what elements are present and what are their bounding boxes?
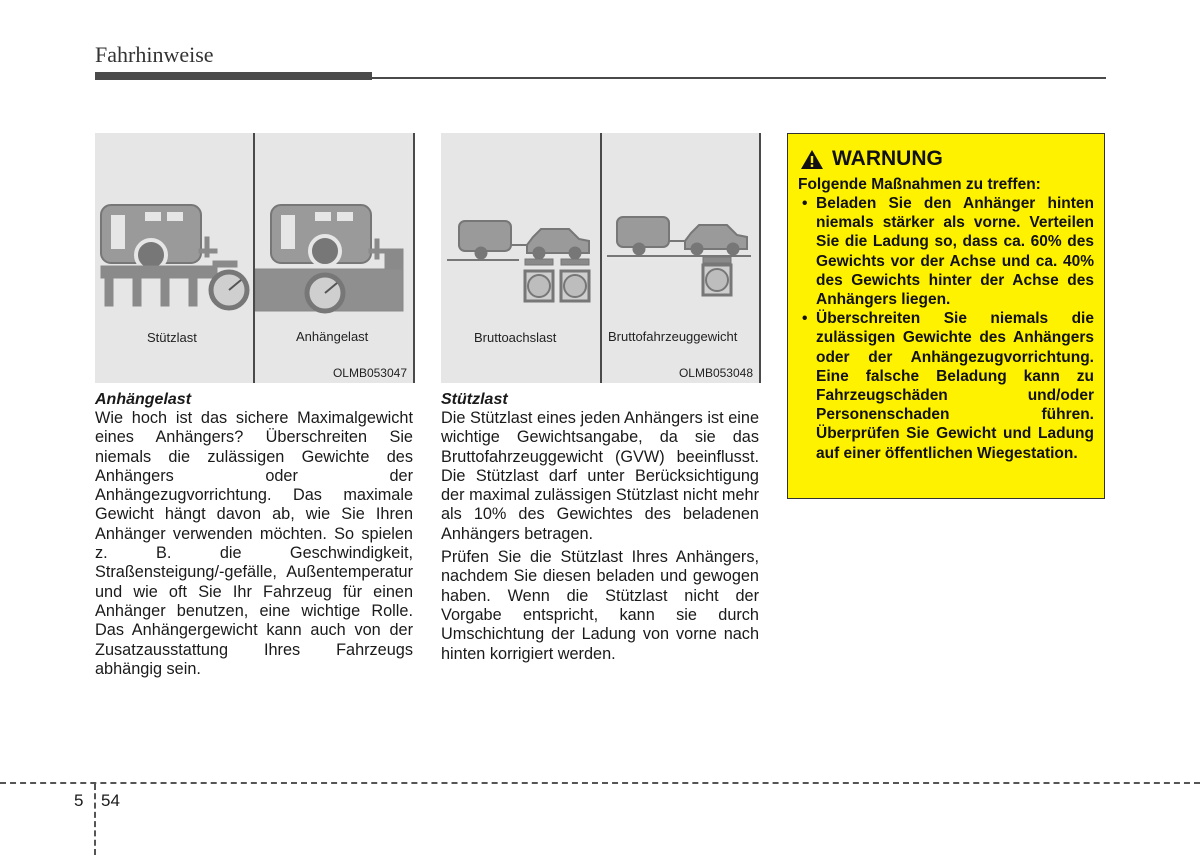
warning-item: • Beladen Sie den Anhänger hinten niemals stärker als vorne. Verteilen Sie die Ladung so, dass ca. 60% des Gewichts vor der Achse und ca. 40% des Gewichts hinter der Achse des Anhängers liegen. — [798, 194, 1094, 309]
figure-code: OLMB053048 — [678, 366, 753, 380]
figure-label-bruttofahrzeuggewicht: Bruttofahrzeuggewicht — [608, 329, 738, 344]
section-stuetzlast — [441, 390, 759, 668]
section-heading: Anhängelast — [95, 391, 192, 408]
header-rule-thick — [95, 72, 372, 80]
header-rule-thin — [372, 77, 1106, 79]
warning-item: • Überschreiten Sie niemals die zulässigen Gewichte des Anhängers oder der Anhängezugvorrichtung. Eine falsche Beladung kann zu Fahrzeugschäden und/oder Personenschaden führen. Überprüfen Sie Gewicht und Ladung auf einer öffentlichen Wiegestation. — [798, 309, 1094, 463]
figure-label-anhaengelast: Anhängelast — [296, 329, 369, 344]
figure-trailer-weights — [95, 133, 415, 383]
footer-dotted-rule — [0, 782, 1200, 784]
section-paragraph: Prüfen Sie die Stützlast Ihres Anhängers, nachdem Sie diesen beladen und gewogen haben. Wenn die Stützlast nicht der Vorgabe entspricht, kann sie durch Umschichtung der Ladung von vorne nach hinten korrigiert werden. — [441, 548, 759, 663]
section-paragraph: Wie hoch ist das sichere Maximalgewicht eines Anhängers? Überschreiten Sie niemals die zulässigen Gewichte des Anhängers oder der Anhängezugvorrichtung. Das maximale Gewicht hängt davon ab, wie Sie Ihren Anhänger verwenden möchten. So spielen z. B. die Geschwindigkeit, Straßensteigung/-gefälle, Außentemperatur und wie oft Sie Ihr Fahrzeug für einen Anhänger benutzen, eine wichtige Rolle. Das Anhängergewicht kann auch von der Zusatzausstattung Ihres Fahrzeugs abhängig sein. — [95, 409, 413, 678]
page-number: 54 — [101, 791, 120, 810]
warning-title — [800, 147, 1094, 171]
warning-title-text: WARNUNG — [832, 147, 943, 170]
warning-triangle-icon — [800, 149, 824, 170]
figure-label-stuetzlast: Stützlast — [147, 330, 197, 345]
figure-divider — [600, 133, 602, 383]
section-anhaengelast — [95, 390, 413, 683]
warning-box — [787, 133, 1105, 499]
footer-dotted-divider — [94, 784, 96, 855]
figure-label-bruttoachslast: Bruttoachslast — [474, 330, 557, 345]
figure-code: OLMB053047 — [332, 366, 407, 380]
chapter-number: 5 — [74, 791, 84, 810]
section-paragraph: Die Stützlast eines jeden Anhängers ist eine wichtige Gewichtsangabe, da sie das Bruttofahrzeuggewicht (GVW) beeinflusst. Die Stützlast darf unter Berücksichtigung der maximal zulässigen Stützlast nicht mehr als 10% des Gewichtes des beladenen Anhängers betragen. — [441, 409, 759, 543]
warning-list — [798, 194, 1094, 463]
figure-divider — [253, 133, 255, 383]
page-header-title: Fahrhinweise — [95, 42, 214, 67]
section-heading: Stützlast — [441, 391, 508, 408]
warning-intro: Folgende Maßnahmen zu treffen: — [798, 176, 1041, 193]
figure-gross-weights — [441, 133, 761, 383]
